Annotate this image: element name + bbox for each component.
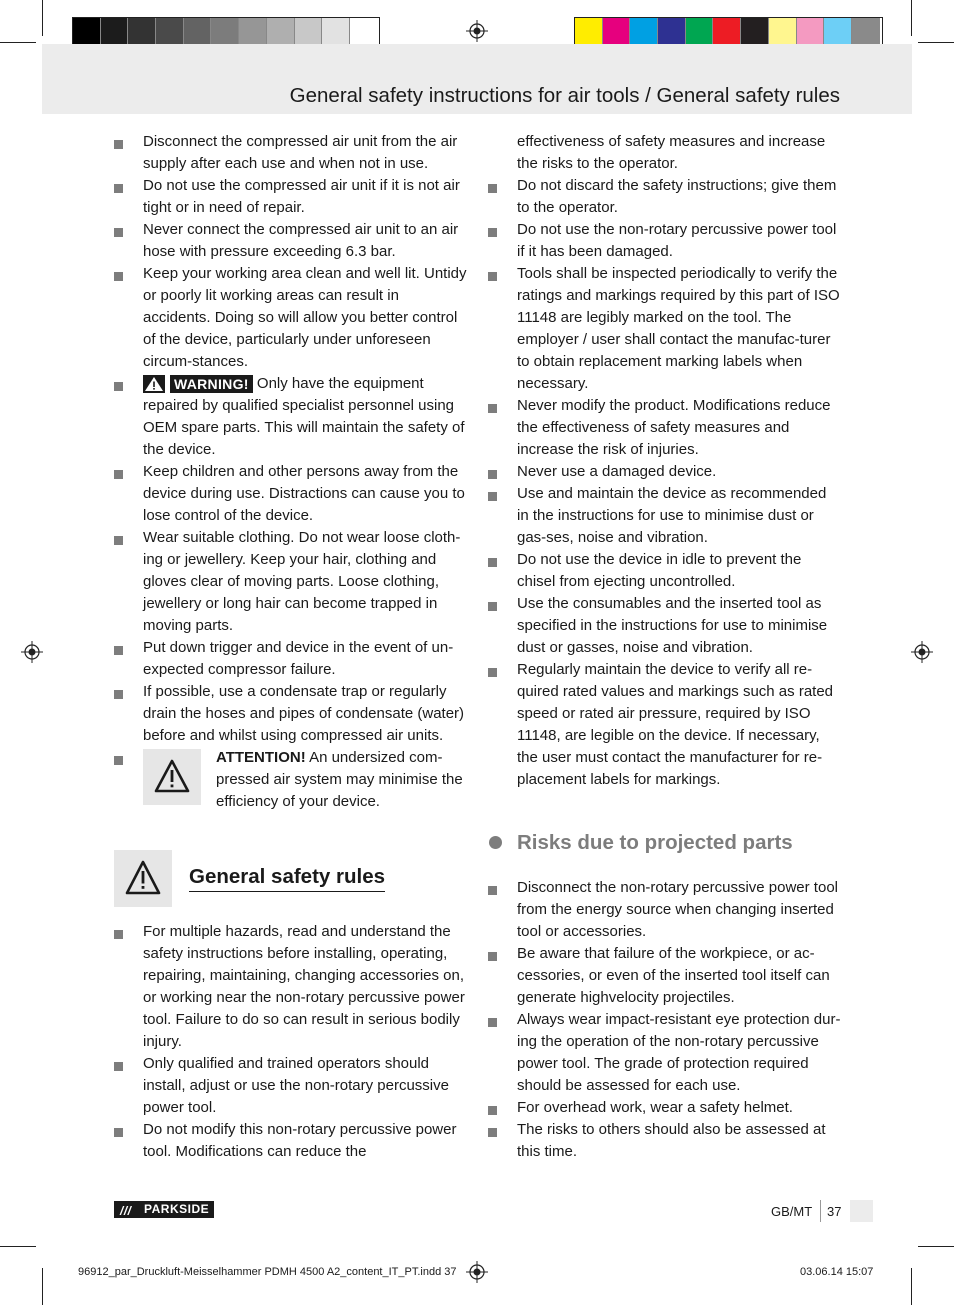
- bullet: [488, 404, 497, 413]
- logo-text: PARKSIDE: [144, 1202, 210, 1216]
- left-column-section: [114, 921, 468, 1163]
- crop-mark: [911, 1268, 912, 1305]
- list-item-text: Never modify the product. Modifications reduce the effectiveness of safety measures and increase the risk of injuries.: [517, 397, 831, 458]
- bullet: [488, 668, 497, 677]
- list-item-text: Keep children and other persons away from the device during use. Distractions can cause you to lose control of the device.: [143, 463, 465, 524]
- list-item-text: The risks to others should also be assessed at this time.: [517, 1121, 826, 1160]
- list-item: [488, 943, 842, 1009]
- list-item-text: Wear suitable clothing. Do not wear loose cloth-ing or jewellery. Keep your hair, clothing and gloves clear of moving parts. Loose clothing, jewellery or long hair can become trapped in moving parts.: [143, 529, 461, 634]
- list-item: [114, 219, 468, 263]
- color-swatch: [73, 18, 101, 45]
- bullet: [114, 646, 123, 655]
- logo-stripes: ///: [120, 1204, 132, 1218]
- list-item: [114, 131, 468, 175]
- grayscale-color-bar: [72, 17, 380, 46]
- bullet: [114, 228, 123, 237]
- list-item: [488, 659, 842, 791]
- warning-list: [114, 373, 468, 461]
- page-number-box: [850, 1200, 873, 1222]
- crop-mark: [911, 0, 912, 36]
- list-item: [114, 921, 468, 1053]
- section-bullet-dot: [489, 836, 502, 849]
- color-swatch: [686, 18, 714, 45]
- bullet: [488, 470, 497, 479]
- section-icon-box: [114, 850, 172, 907]
- process-color-bar: [574, 17, 883, 46]
- registration-mark-icon: [21, 641, 43, 663]
- bullet: [114, 930, 123, 939]
- right-column: [488, 131, 842, 791]
- bullet: [488, 1018, 497, 1027]
- list-item-text: For overhead work, wear a safety helmet.: [517, 1099, 793, 1116]
- crop-mark: [42, 0, 43, 36]
- list-item-text: If possible, use a condensate trap or regularly drain the hoses and pipes of condensate (water) before and whilst using compressed air units.: [143, 683, 465, 744]
- bullet: [114, 536, 123, 545]
- section-heading-risks-projected-parts: Risks due to projected parts: [517, 831, 793, 854]
- continuation-text: effectiveness of safety measures and increase the risks to the operator.: [517, 133, 826, 172]
- list-item: [114, 175, 468, 219]
- list-item-text: Disconnect the compressed air unit from the air supply after each use and when not in use.: [143, 133, 458, 172]
- right-column-section: [488, 877, 842, 1163]
- bullet: [114, 1128, 123, 1137]
- color-swatch: [267, 18, 295, 45]
- list-item-text: Do not use the non-rotary percussive power tool if it has been damaged.: [517, 221, 837, 260]
- list-item: [488, 877, 842, 943]
- bullet: [114, 690, 123, 699]
- print-slug-file: 96912_par_Druckluft-Meisselhammer PDMH 4500 A2_content_IT_PT.indd 37: [78, 1266, 457, 1278]
- attention-text: An undersized com-pressed air system may minimise the efficiency of your device.: [216, 749, 463, 810]
- crop-mark: [42, 1268, 43, 1305]
- color-swatch: [630, 18, 658, 45]
- list-item-text: Do not use the device in idle to prevent the chisel from ejecting uncontrolled.: [517, 551, 802, 590]
- list-item-text: Do not use the compressed air unit if it is not air tight or in need of repair.: [143, 177, 460, 216]
- color-swatch: [603, 18, 631, 45]
- bullet: [488, 886, 497, 895]
- attention-icon-box: [143, 749, 201, 805]
- warning-item: [114, 373, 468, 461]
- list-item-text: Keep your working area clean and well lit. Untidy or poorly lit working areas can result in accidents. Doing so will allow you better control of the device, particularly under unforeseen circum-stances.: [143, 265, 467, 370]
- bullet: [114, 756, 123, 765]
- crop-mark: [0, 42, 36, 43]
- list-item-text: Do not modify this non-rotary percussive power tool. Modifications can reduce the: [143, 1121, 457, 1160]
- warning-triangle-icon: [143, 375, 165, 393]
- footer-divider: [820, 1200, 821, 1222]
- bullet: [114, 470, 123, 479]
- color-swatch: [824, 18, 852, 45]
- list-item: [488, 549, 842, 593]
- color-swatch: [211, 18, 239, 45]
- list-item-text: For multiple hazards, read and understand the safety instructions before installing, operating, repairing, maintaining, changing accessories on, or working near the non-rotary percussive power tool. Failure to do so can result in serious bodily injury.: [143, 923, 465, 1050]
- list-item: [488, 483, 842, 549]
- registration-mark-icon: [466, 1261, 488, 1283]
- color-swatch: [295, 18, 323, 45]
- warning-triangle-icon: [114, 850, 172, 907]
- instruction-list: [114, 921, 468, 1163]
- list-item-text: Only qualified and trained operators should install, adjust or use the non-rotary percussive power tool.: [143, 1055, 449, 1116]
- color-swatch: [350, 18, 378, 45]
- list-item: [114, 1053, 468, 1119]
- color-swatch: [658, 18, 686, 45]
- list-item: [488, 593, 842, 659]
- bullet: [488, 184, 497, 193]
- bullet: [488, 228, 497, 237]
- color-swatch: [184, 18, 212, 45]
- left-column: [114, 131, 468, 813]
- crop-mark: [918, 42, 954, 43]
- instruction-list: [114, 131, 468, 373]
- attention-list: [114, 747, 468, 813]
- list-item: [488, 461, 842, 483]
- crop-mark: [918, 1246, 954, 1247]
- attention-item: [114, 747, 468, 813]
- crop-mark: [0, 1246, 36, 1247]
- list-item: [114, 637, 468, 681]
- attention-label: ATTENTION!: [216, 749, 306, 766]
- bullet: [114, 1062, 123, 1071]
- color-swatch: [322, 18, 350, 45]
- color-swatch: [101, 18, 129, 45]
- list-item-text: Regularly maintain the device to verify all re-quired rated values and markings such as rated speed or rated air pressure, required by ISO 11148, are legible on the device. If necessary, the user must contact the manufacturer for re-placement labels for markings.: [517, 661, 834, 788]
- bullet: [488, 1128, 497, 1137]
- page-number: 37: [827, 1204, 842, 1219]
- list-item: [114, 263, 468, 373]
- color-swatch: [797, 18, 825, 45]
- registration-mark-icon: [466, 20, 488, 42]
- color-swatch: [852, 18, 880, 45]
- list-item-text: Use and maintain the device as recommended in the instructions for use to minimise dust or gas-ses, noise and vibration.: [517, 485, 827, 546]
- color-swatch: [713, 18, 741, 45]
- instruction-list: [488, 877, 842, 1163]
- list-item: [114, 1119, 468, 1163]
- bullet: [488, 272, 497, 281]
- list-item-text: Tools shall be inspected periodically to verify the ratings and markings required by this part of ISO 11148 are legibly marked on the tool. The employer / user shall contact the manufac-turer to obtain replacement marking labels when necessary.: [517, 265, 840, 392]
- page-title: General safety instructions for air tools / General safety rules: [289, 84, 840, 107]
- list-item: [114, 681, 468, 747]
- instruction-list: [114, 461, 468, 747]
- bullet: [488, 558, 497, 567]
- color-swatch: [769, 18, 797, 45]
- bullet: [488, 952, 497, 961]
- list-item-text: Be aware that failure of the workpiece, or ac-cessories, or even of the inserted tool itself can generate highvelocity projectiles.: [517, 945, 830, 1006]
- bullet: [488, 492, 497, 501]
- list-item: [488, 219, 842, 263]
- warning-tag: [143, 375, 253, 393]
- color-swatch: [156, 18, 184, 45]
- bullet: [114, 184, 123, 193]
- parkside-logo: [114, 1201, 214, 1218]
- section-heading-general-safety-rules: General safety rules: [189, 864, 385, 892]
- bullet: [114, 382, 123, 391]
- list-item: [114, 527, 468, 637]
- color-swatch: [575, 18, 603, 45]
- bullet: [488, 1106, 497, 1115]
- color-swatch: [239, 18, 267, 45]
- list-item: [488, 1097, 842, 1119]
- bullet: [114, 272, 123, 281]
- list-item: [488, 395, 842, 461]
- instruction-list: [488, 175, 842, 791]
- bullet: [114, 140, 123, 149]
- bullet: [488, 602, 497, 611]
- list-item-text: Never use a damaged device.: [517, 463, 717, 480]
- list-item-text: Never connect the compressed air unit to an air hose with pressure exceeding 6.3 bar.: [143, 221, 459, 260]
- warning-triangle-icon: [143, 749, 201, 805]
- list-item-text: Disconnect the non-rotary percussive power tool from the energy source when changing inserted tool or accessories.: [517, 879, 838, 940]
- color-swatch: [128, 18, 156, 45]
- list-item: [488, 1009, 842, 1097]
- list-item: [488, 263, 842, 395]
- warning-text: Only have the equipment repaired by qualified specialist personnel using OEM spare parts. This will maintain the safety of the device.: [143, 375, 465, 458]
- warning-label: WARNING!: [170, 375, 253, 393]
- registration-mark-icon: [911, 641, 933, 663]
- list-item-text: Always wear impact-resistant eye protection dur-ing the operation of the non-rotary percussive power tool. The grade of protection required should be assessed for each use.: [517, 1011, 841, 1094]
- list-item: [114, 461, 468, 527]
- list-item: [488, 1119, 842, 1163]
- list-item-text: Use the consumables and the inserted tool as specified in the instructions for use to minimise dust or gasses, noise and vibration.: [517, 595, 828, 656]
- color-swatch: [741, 18, 769, 45]
- print-slug-date: 03.06.14 15:07: [800, 1266, 874, 1278]
- list-item-text: Do not discard the safety instructions; give them to the operator.: [517, 177, 837, 216]
- list-item: [488, 175, 842, 219]
- footer-language: GB/MT: [771, 1204, 813, 1219]
- list-item-text: Put down trigger and device in the event of un-expected compressor failure.: [143, 639, 454, 678]
